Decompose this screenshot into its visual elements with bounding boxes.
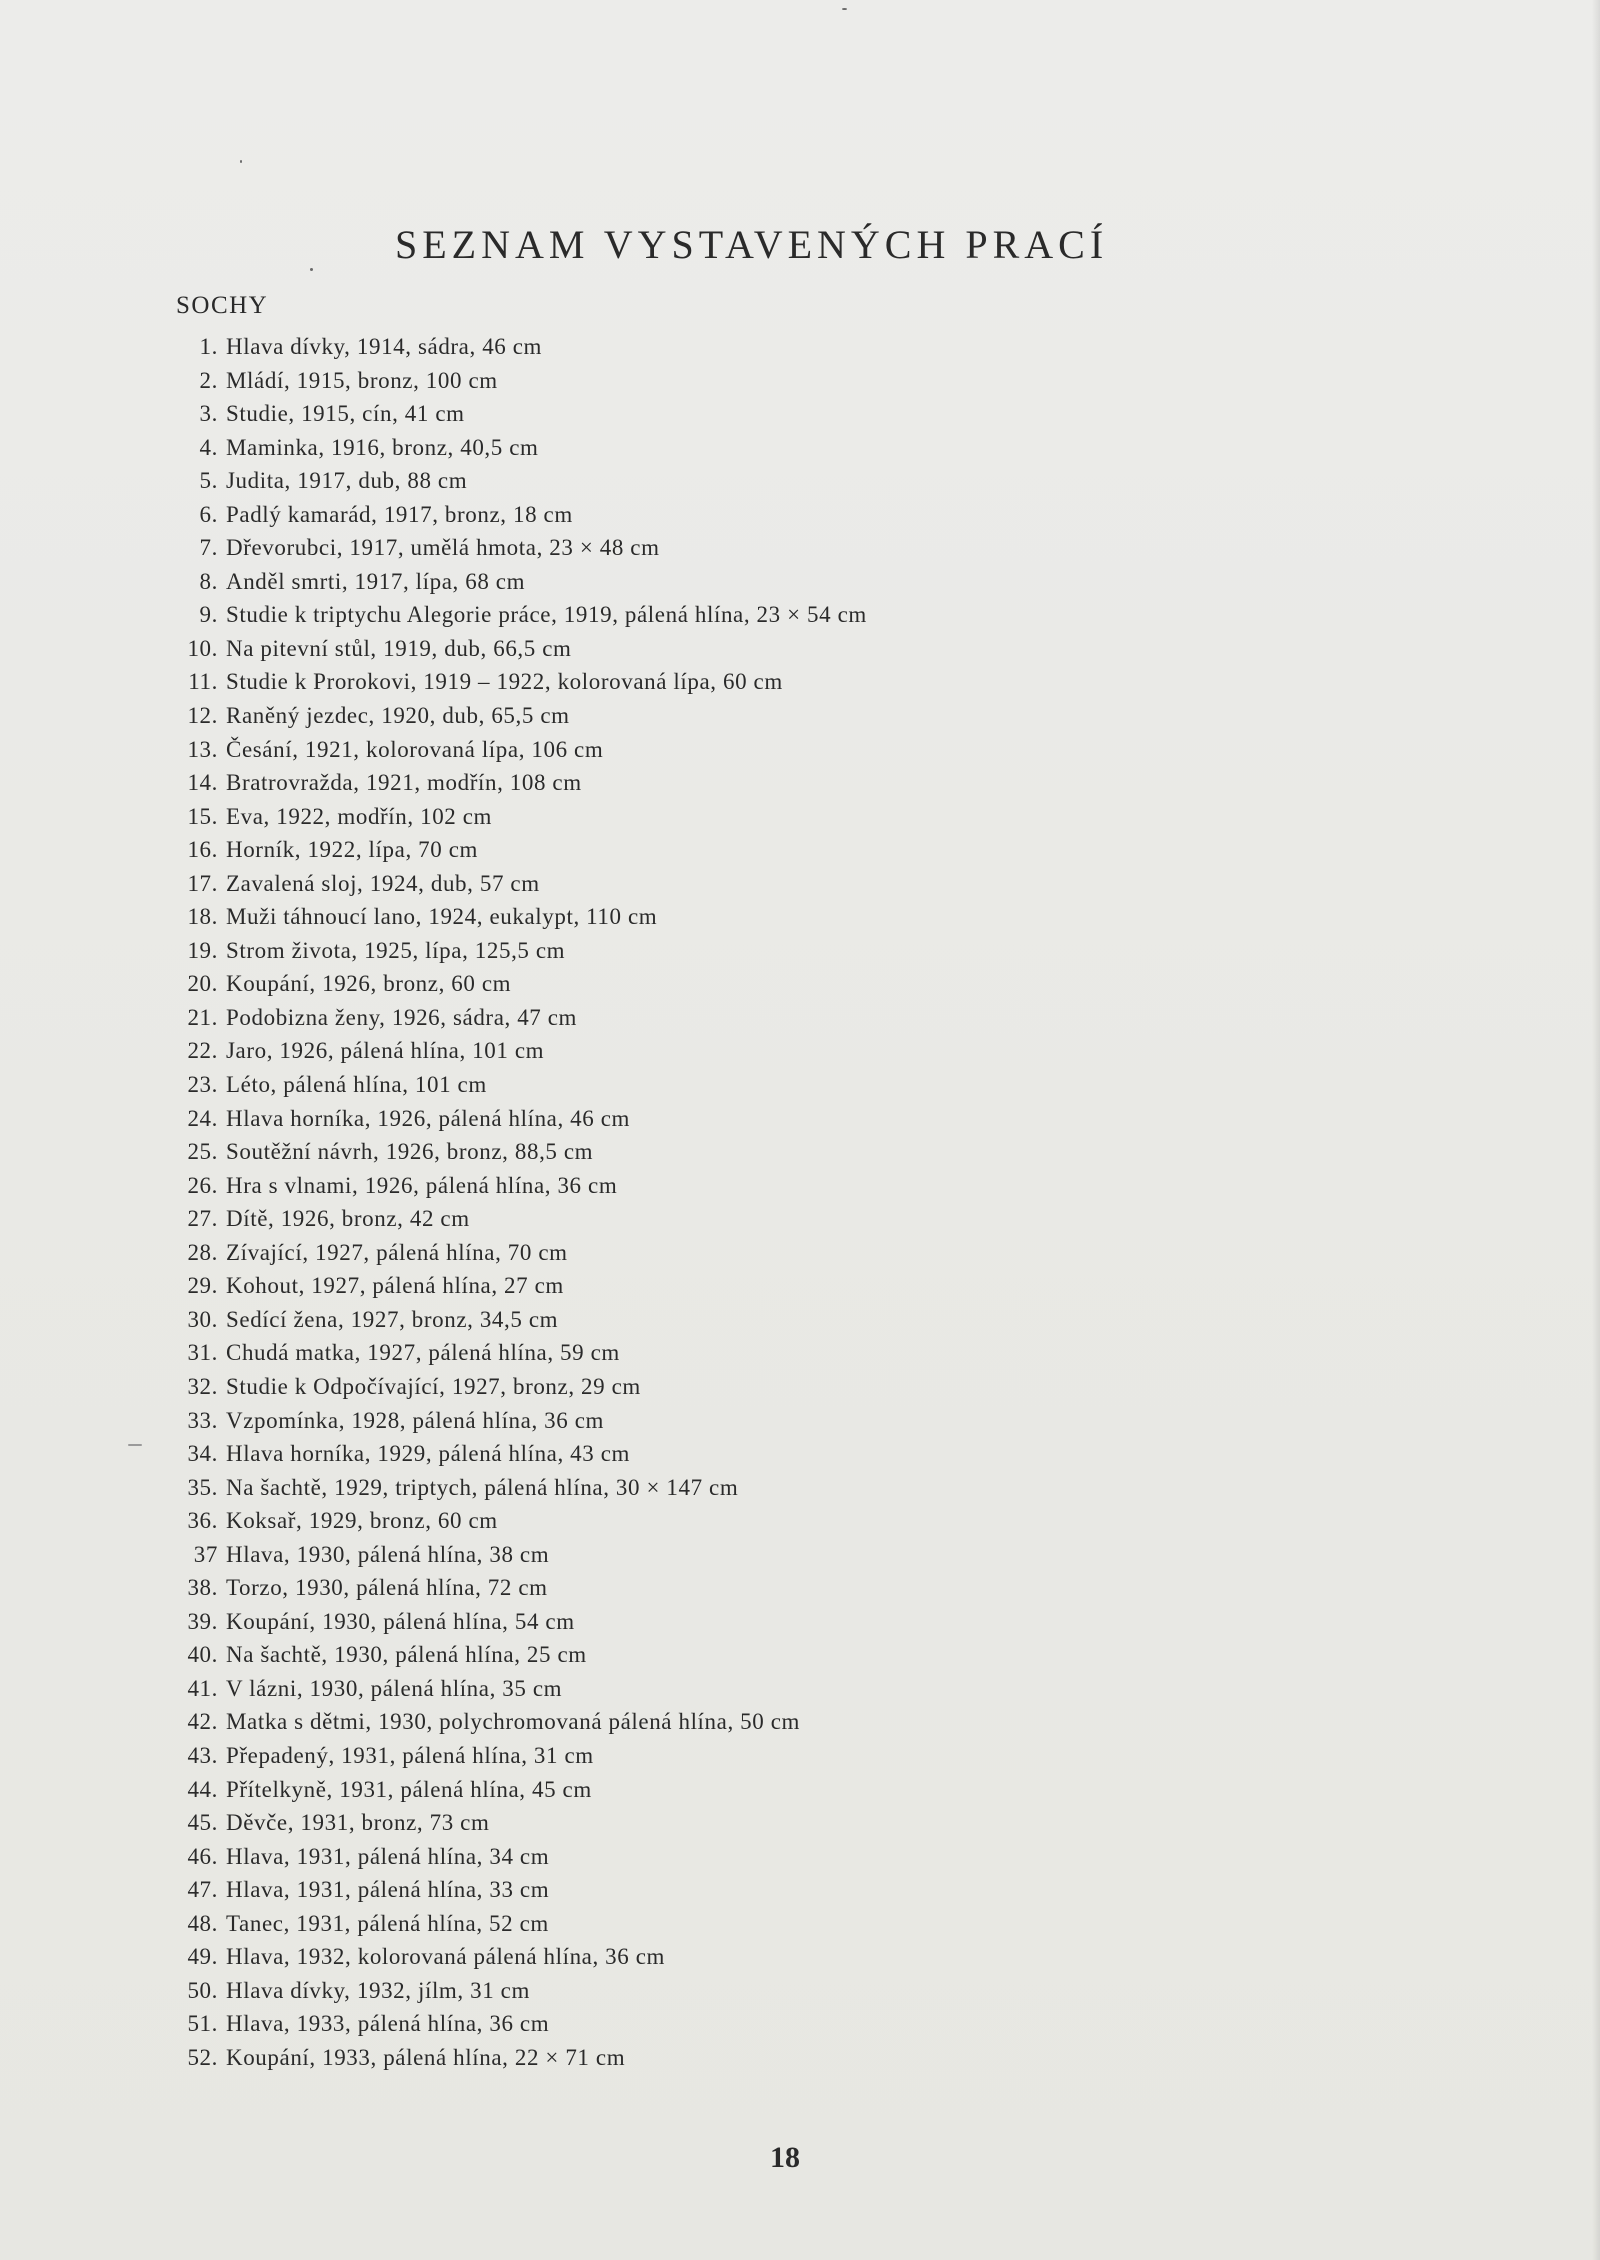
work-number: 11.: [188, 669, 218, 695]
work-description: Koupání, 1930, pálená hlína, 54 cm: [226, 1608, 575, 1634]
work-number: 37: [193, 1541, 218, 1567]
work-item: [0, 934, 1600, 968]
work-description: Hlava, 1930, pálená hlína, 38 cm: [226, 1541, 550, 1567]
work-description: Zívající, 1927, pálená hlína, 70 cm: [226, 1239, 568, 1265]
work-number: 32.: [187, 1373, 218, 1399]
work-description: Zavalená sloj, 1924, dub, 57 cm: [226, 870, 540, 896]
paper-speck: [842, 8, 847, 10]
work-description: Studie k Prorokovi, 1919 – 1922, kolorovaná lípa, 60 cm: [226, 669, 783, 695]
work-item: [0, 1437, 1600, 1471]
work-item: [0, 1571, 1600, 1605]
work-item: [0, 1773, 1600, 1807]
work-item: [0, 1336, 1600, 1370]
work-item: [0, 1404, 1600, 1438]
work-number: 21.: [187, 1004, 218, 1030]
work-number: 46.: [187, 1843, 218, 1869]
work-description: Koksař, 1929, bronz, 60 cm: [226, 1508, 498, 1534]
work-item: [0, 1135, 1600, 1169]
work-description: Torzo, 1930, pálená hlína, 72 cm: [226, 1575, 548, 1601]
work-item: [0, 1102, 1600, 1136]
work-item: [0, 1940, 1600, 1974]
work-item: [0, 598, 1600, 632]
work-number: 6.: [199, 501, 218, 527]
work-description: Raněný jezdec, 1920, dub, 65,5 cm: [226, 703, 570, 729]
page-edge-shadow: [1592, 0, 1600, 2260]
work-item: [0, 1169, 1600, 1203]
work-number: 20.: [187, 971, 218, 997]
work-item: [0, 967, 1600, 1001]
work-description: Léto, pálená hlína, 101 cm: [226, 1072, 487, 1098]
work-description: Dítě, 1926, bronz, 42 cm: [226, 1206, 470, 1232]
work-item: [0, 800, 1600, 834]
work-number: 35.: [187, 1474, 218, 1500]
work-number: 41.: [187, 1675, 218, 1701]
work-description: Hlava dívky, 1914, sádra, 46 cm: [226, 334, 543, 359]
work-item: [0, 1806, 1600, 1840]
work-description: Hlava, 1932, kolorovaná pálená hlína, 36 cm: [226, 1944, 666, 1970]
work-item: [0, 1873, 1600, 1907]
work-number: 30.: [187, 1306, 218, 1332]
work-item: [0, 1303, 1600, 1337]
work-description: Studie k triptychu Alegorie práce, 1919, pálená hlína, 23 × 54 cm: [226, 602, 867, 628]
work-item: [0, 1672, 1600, 1706]
work-description: Koupání, 1926, bronz, 60 cm: [226, 971, 512, 997]
work-item: [0, 1705, 1600, 1739]
work-number: 36.: [187, 1508, 218, 1534]
work-description: Hlava dívky, 1932, jílm, 31 cm: [226, 1977, 530, 2003]
work-description: Vzpomínka, 1928, pálená hlína, 36 cm: [226, 1407, 605, 1433]
work-number: 48.: [187, 1910, 218, 1936]
work-item: [0, 1202, 1600, 1236]
work-number: 2.: [199, 367, 218, 393]
work-item: [0, 397, 1600, 431]
work-number: 3.: [199, 401, 218, 427]
work-description: Přítelkyně, 1931, pálená hlína, 45 cm: [226, 1776, 592, 1802]
work-number: 22.: [187, 1038, 218, 1064]
work-item: [0, 665, 1600, 699]
work-number: 29.: [187, 1273, 218, 1299]
work-number: 42.: [187, 1709, 218, 1735]
work-description: Jaro, 1926, pálená hlína, 101 cm: [226, 1038, 545, 1064]
work-item: [0, 1269, 1600, 1303]
paper-speck: [240, 160, 242, 163]
work-number: 26.: [187, 1172, 218, 1198]
work-description: Na šachtě, 1930, pálená hlína, 25 cm: [226, 1642, 587, 1668]
work-number: 12.: [187, 703, 218, 729]
work-number: 52.: [187, 2044, 218, 2070]
work-item: [0, 1907, 1600, 1941]
work-description: Judita, 1917, dub, 88 cm: [226, 468, 468, 494]
work-item: [0, 632, 1600, 666]
work-item: [0, 531, 1600, 565]
work-number: 17.: [187, 870, 218, 896]
work-number: 9.: [199, 602, 218, 628]
paper-speck: [310, 268, 313, 271]
work-item: [0, 766, 1600, 800]
work-item: [0, 1504, 1600, 1538]
work-item: [0, 867, 1600, 901]
work-item: [0, 699, 1600, 733]
work-number: 44.: [187, 1776, 218, 1802]
work-number: 43.: [187, 1742, 218, 1768]
work-description: Přepadený, 1931, pálená hlína, 31 cm: [226, 1742, 594, 1768]
work-description: Hlava, 1931, pálená hlína, 34 cm: [226, 1843, 550, 1869]
work-item: [0, 1840, 1600, 1874]
work-item: [0, 1236, 1600, 1270]
work-description: Děvče, 1931, bronz, 73 cm: [226, 1810, 490, 1836]
work-description: Dřevorubci, 1917, umělá hmota, 23 × 48 cm: [226, 535, 660, 561]
work-item: [0, 1001, 1600, 1035]
work-item: [0, 2007, 1600, 2041]
work-item: [0, 330, 1600, 364]
work-item: [0, 1974, 1600, 2008]
work-description: Studie k Odpočívající, 1927, bronz, 29 cm: [226, 1373, 641, 1399]
work-description: Studie, 1915, cín, 41 cm: [226, 401, 465, 427]
work-description: Anděl smrti, 1917, lípa, 68 cm: [226, 568, 526, 594]
work-description: V lázni, 1930, pálená hlína, 35 cm: [226, 1675, 563, 1701]
work-description: Matka s dětmi, 1930, polychromovaná pálená hlína, 50 cm: [226, 1709, 801, 1735]
work-number: 45.: [187, 1810, 218, 1836]
work-description: Podobizna ženy, 1926, sádra, 47 cm: [226, 1004, 578, 1030]
work-number: 50.: [187, 1977, 218, 2003]
work-description: Hra s vlnami, 1926, pálená hlína, 36 cm: [226, 1172, 618, 1198]
work-item: [0, 464, 1600, 498]
work-number: 1.: [199, 334, 218, 359]
work-description: Na šachtě, 1929, triptych, pálená hlína, 30 × 147 cm: [226, 1474, 739, 1500]
work-number: 23.: [187, 1072, 218, 1098]
work-number: 33.: [187, 1407, 218, 1433]
work-description: Mládí, 1915, bronz, 100 cm: [226, 367, 498, 393]
work-item: [0, 733, 1600, 767]
work-description: Hlava, 1933, pálená hlína, 36 cm: [226, 2011, 550, 2037]
work-number: 31.: [187, 1340, 218, 1366]
work-description: Hlava, 1931, pálená hlína, 33 cm: [226, 1877, 550, 1903]
work-number: 13.: [187, 736, 218, 762]
work-item: [0, 1739, 1600, 1773]
work-number: 40.: [187, 1642, 218, 1668]
work-description: Chudá matka, 1927, pálená hlína, 59 cm: [226, 1340, 620, 1366]
work-number: 34.: [187, 1441, 218, 1467]
work-number: 28.: [187, 1239, 218, 1265]
work-description: Sedící žena, 1927, bronz, 34,5 cm: [226, 1306, 559, 1332]
work-description: Na pitevní stůl, 1919, dub, 66,5 cm: [226, 635, 572, 661]
work-description: Padlý kamarád, 1917, bronz, 18 cm: [226, 501, 573, 527]
work-number: 38.: [187, 1575, 218, 1601]
work-number: 10.: [187, 635, 218, 661]
work-item: [0, 565, 1600, 599]
work-item: [0, 498, 1600, 532]
work-description: Hlava horníka, 1926, pálená hlína, 46 cm: [226, 1105, 631, 1131]
work-item: [0, 833, 1600, 867]
work-number: 19.: [187, 937, 218, 963]
paper-speck: [128, 1444, 142, 1446]
work-number: 24.: [187, 1105, 218, 1131]
work-item: [0, 2041, 1600, 2075]
work-number: 47.: [187, 1877, 218, 1903]
work-description: Bratrovražda, 1921, modřín, 108 cm: [226, 770, 582, 796]
work-description: Hlava horníka, 1929, pálená hlína, 43 cm: [226, 1441, 631, 1467]
work-item: [0, 431, 1600, 465]
work-number: 49.: [187, 1944, 218, 1970]
work-item: [0, 900, 1600, 934]
work-number: 16.: [187, 837, 218, 863]
work-description: Soutěžní návrh, 1926, bronz, 88,5 cm: [226, 1139, 594, 1165]
work-description: Strom života, 1925, lípa, 125,5 cm: [226, 937, 566, 963]
work-number: 25.: [187, 1139, 218, 1165]
work-description: Kohout, 1927, pálená hlína, 27 cm: [226, 1273, 564, 1299]
work-item: [0, 1471, 1600, 1505]
work-number: 14.: [187, 770, 218, 796]
work-number: 5.: [199, 468, 218, 494]
work-item: [0, 1034, 1600, 1068]
work-item: [0, 1605, 1600, 1639]
section-heading-sculptures: SOCHY: [176, 292, 269, 319]
work-description: Koupání, 1933, pálená hlína, 22 × 71 cm: [226, 2044, 626, 2070]
work-item: [0, 364, 1600, 398]
work-item: [0, 1068, 1600, 1102]
work-item: [0, 1370, 1600, 1404]
works-list: [0, 330, 1600, 2074]
work-description: Eva, 1922, modřín, 102 cm: [226, 803, 493, 829]
work-number: 39.: [187, 1608, 218, 1634]
work-description: Česání, 1921, kolorovaná lípa, 106 cm: [226, 736, 604, 762]
work-description: Muži táhnoucí lano, 1924, eukalypt, 110 cm: [226, 904, 658, 930]
work-number: 8.: [199, 568, 218, 594]
work-item: [0, 1538, 1600, 1572]
work-description: Maminka, 1916, bronz, 40,5 cm: [226, 434, 539, 460]
work-number: 51.: [187, 2011, 218, 2037]
work-number: 18.: [187, 904, 218, 930]
work-number: 27.: [187, 1206, 218, 1232]
work-number: 4.: [199, 434, 218, 460]
work-item: [0, 1638, 1600, 1672]
page-title: SEZNAM VYSTAVENÝCH PRACÍ: [395, 222, 1109, 267]
page-number: 18: [770, 2141, 800, 2174]
work-description: Horník, 1922, lípa, 70 cm: [226, 837, 478, 863]
work-number: 15.: [187, 803, 218, 829]
work-number: 7.: [199, 535, 218, 561]
work-description: Tanec, 1931, pálená hlína, 52 cm: [226, 1910, 549, 1936]
